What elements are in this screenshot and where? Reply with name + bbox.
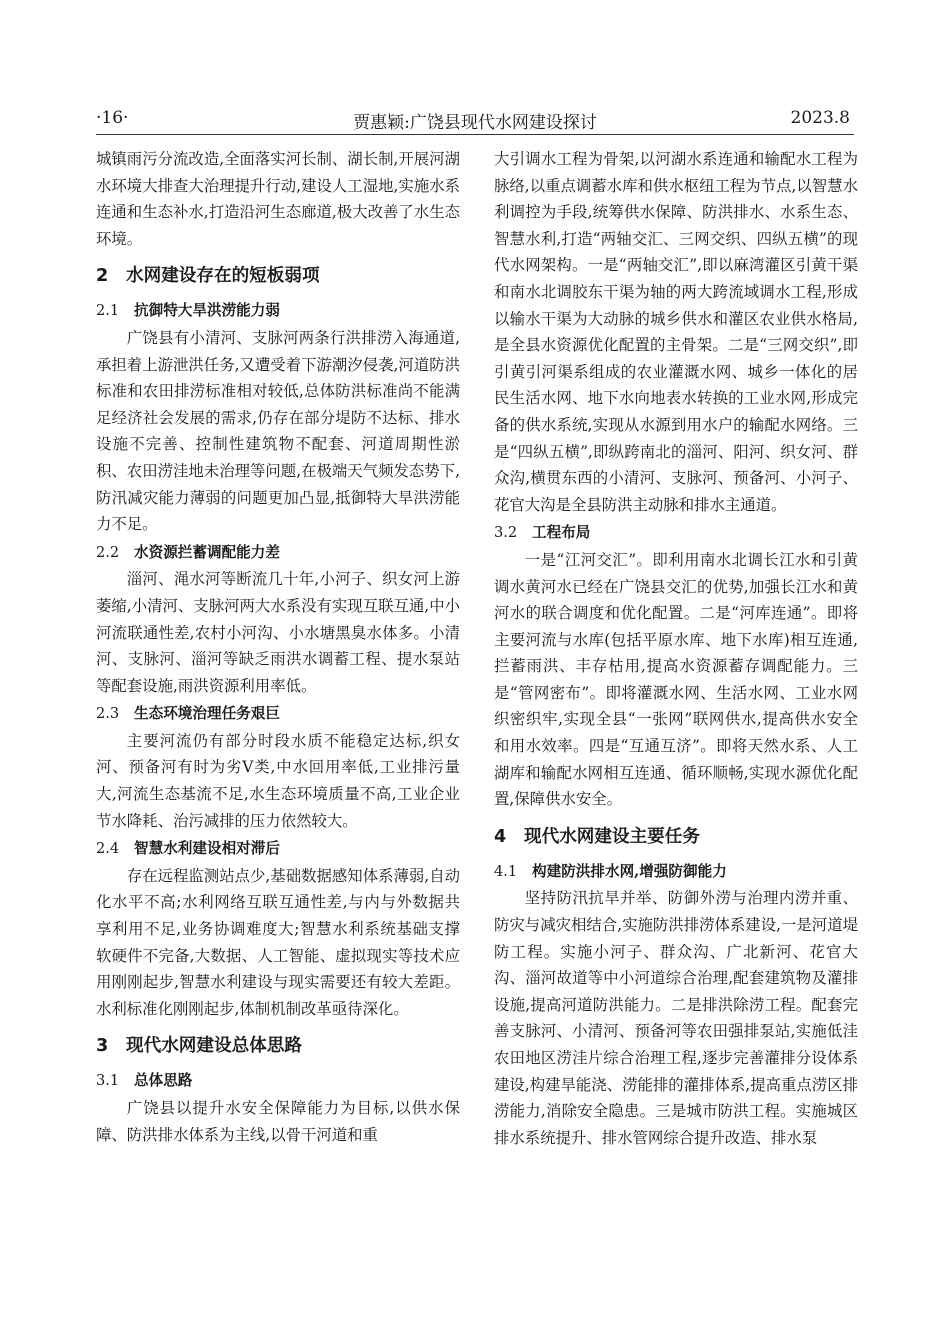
section-heading-4: [494, 823, 858, 851]
subsection-title: 抗御特大旱洪涝能力弱: [134, 302, 280, 320]
paragraph: 一是“江河交汇”。即利用南水北调长江水和引黄调水黄河水已经在广饶县交汇的优势,加强长江水和黄河水的联合调度和优化配置。二是“河库连通”。即将主要河流与水库(包括平原水库、地下水库)相互连通,拦蓄雨洪、丰存枯用,提高水资源蓄存调配能力。三是“管网密布”。即将灌溉水网、生活水网、工业水网织密织牢,实现全县“一张网”联网供水,提高供水安全和用水效率。四是“互通互济”。即将天然水系、人工湖库和输配水网相互连通、循环顺畅,实现水源优化配置,保障供水安全。: [494, 550, 858, 809]
subsection-title: 水资源拦蓄调配能力差: [134, 543, 280, 561]
section-number: 4: [494, 826, 507, 847]
subsection-title: 智慧水利建设相对滞后: [134, 840, 280, 858]
subsection-heading-4-1: [494, 859, 858, 886]
subsection-heading-2-3: [96, 701, 460, 728]
paragraph: 大引调水工程为骨架,以河湖水系连通和输配水工程为脉络,以重点调蓄水库和供水枢纽工程为节点,以智慧水利调控为手段,统筹供水保障、防洪排水、水系生态、智慧水利,打造“两轴交汇、三网交织、四纵五横”的现代水网架构。一是“两轴交汇”,即以麻湾灌区引黄干渠和南水北调胶东干渠为轴的两大跨流域调水工程,形成以输水干渠为大动脉的城乡供水和灌区农业供水格局,是全县水资源优化配置的主骨架。二是“三网交织”,即引黄引河渠系组成的农业灌溉水网、城乡一体化的居民生活水网、地下水向地表水转换的工业水网,形成完备的供水系统,实现从水源到用水户的输配水网络。三是“四纵五横”,即纵跨南北的淄河、阳河、织女河、群众沟,横贯东西的小清河、支脉河、预备河、小河子、花官大沟是全县防洪主动脉和排水主通道。: [494, 150, 858, 514]
paragraph: 广饶县以提升水安全保障能力为目标,以供水保障、防洪排水体系为主线,以骨干河道和重: [96, 1099, 460, 1144]
paragraph: 主要河流仍有部分时段水质不能稳定达标,织女河、预备河有时为劣Ⅴ类,中水回用率低,工业排污量大,河流生态基流不足,水生态环境质量不高,工业企业节水降耗、治污减排的压力依然较大。: [96, 731, 460, 830]
section-heading-2: [96, 262, 460, 290]
right-column: [494, 146, 858, 1151]
left-column: [96, 146, 460, 1148]
running-header: [96, 108, 854, 135]
subsection-number: 3.2: [494, 524, 518, 542]
page-number: ·16·: [96, 108, 129, 128]
subsection-heading-2-1: [96, 298, 460, 325]
paragraph: 淄河、渑水河等断流几十年,小河子、织女河上游萎缩,小清河、支脉河两大水系没有实现互联互通,中小河流联通性差,农村小河沟、小水塘黑臭水体多。小清河、支脉河、淄河等缺乏雨洪水调蓄工程、提水泵站等配套设施,雨洪资源利用率低。: [96, 570, 460, 695]
subsection-heading-2-4: [96, 836, 460, 863]
subsection-number: 2.4: [96, 840, 120, 858]
paragraph: 坚持防汛抗旱并举、防御外涝与治理内涝并重、防灾与减灾相结合,实施防洪排涝体系建设,一是河道堤防工程。实施小河子、群众沟、广北新河、花官大沟、淄河故道等中小河道综合治理,配套建筑物及灌排设施,提高河道防洪能力。二是排洪除涝工程。配套完善支脉河、小清河、预备河等农田强排泵站,实施低洼农田地区涝洼片综合治理工程,逐步完善灌排分设体系建设,构建旱能浇、涝能排的灌排体系,提高重点涝区排涝能力,消除安全隐患。三是城市防洪工程。实施城区排水系统提升、排水管网综合提升改造、排水泵: [494, 889, 858, 1147]
section-number: 3: [96, 1036, 109, 1057]
subsection-number: 4.1: [494, 862, 518, 880]
paragraph: 存在远程监测站点少,基础数据感知体系薄弱,自动化水平不高;水利网络互联互通性差,与内与外数据共享利用不足,业务协调难度大;智慧水利系统基础支撑软硬件不完备,大数据、人工智能、虚拟现实等技术应用刚刚起步,智慧水利建设与现实需要还有较大差距。水利标准化刚刚起步,体制机制改革亟待深化。: [96, 866, 460, 1018]
subsection-title: 生态环境治理任务艰巨: [134, 705, 280, 723]
section-heading-3: [96, 1032, 460, 1060]
section-title: 现代水网建设总体思路: [126, 1036, 302, 1057]
section-title: 水网建设存在的短板弱项: [126, 266, 320, 287]
subsection-heading-3-2: [494, 520, 858, 547]
paragraph: 广饶县有小清河、支脉河两条行洪排涝入海通道,承担着上游泄洪任务,又遭受着下游潮汐侵袭,河道防洪标准和农田排涝标准相对较低,总体防洪标准尚不能满足经济社会发展的需求,仍存在部分堤防不达标、排水设施不完善、控制性建筑物不配套、河道周期性淤积、农田涝洼地未治理等问题,在极端天气频发态势下,防汛减灾能力薄弱的问题更加凸显,抵御特大旱洪涝能力不足。: [96, 328, 460, 534]
subsection-number: 2.2: [96, 543, 120, 561]
issue-date: 2023.8: [790, 108, 850, 128]
subsection-number: 2.3: [96, 705, 120, 723]
paragraph: 城镇雨污分流改造,全面落实河长制、湖长制,开展河湖水环境大排查大治理提升行动,建设人工湿地,实施水系连通和生态补水,打造沿河生态廊道,极大改善了水生态环境。: [96, 150, 460, 248]
subsection-number: 2.1: [96, 302, 120, 320]
section-number: 2: [96, 266, 109, 287]
subsection-heading-2-2: [96, 540, 460, 567]
subsection-title: 构建防洪排水网,增强防御能力: [532, 862, 727, 880]
section-title: 现代水网建设主要任务: [524, 826, 700, 847]
subsection-heading-3-1: [96, 1068, 460, 1095]
subsection-title: 工程布局: [532, 524, 591, 542]
running-title: 贾惠颖:广饶县现代水网建设探讨: [353, 113, 597, 133]
subsection-number: 3.1: [96, 1072, 120, 1090]
subsection-title: 总体思路: [134, 1072, 193, 1090]
